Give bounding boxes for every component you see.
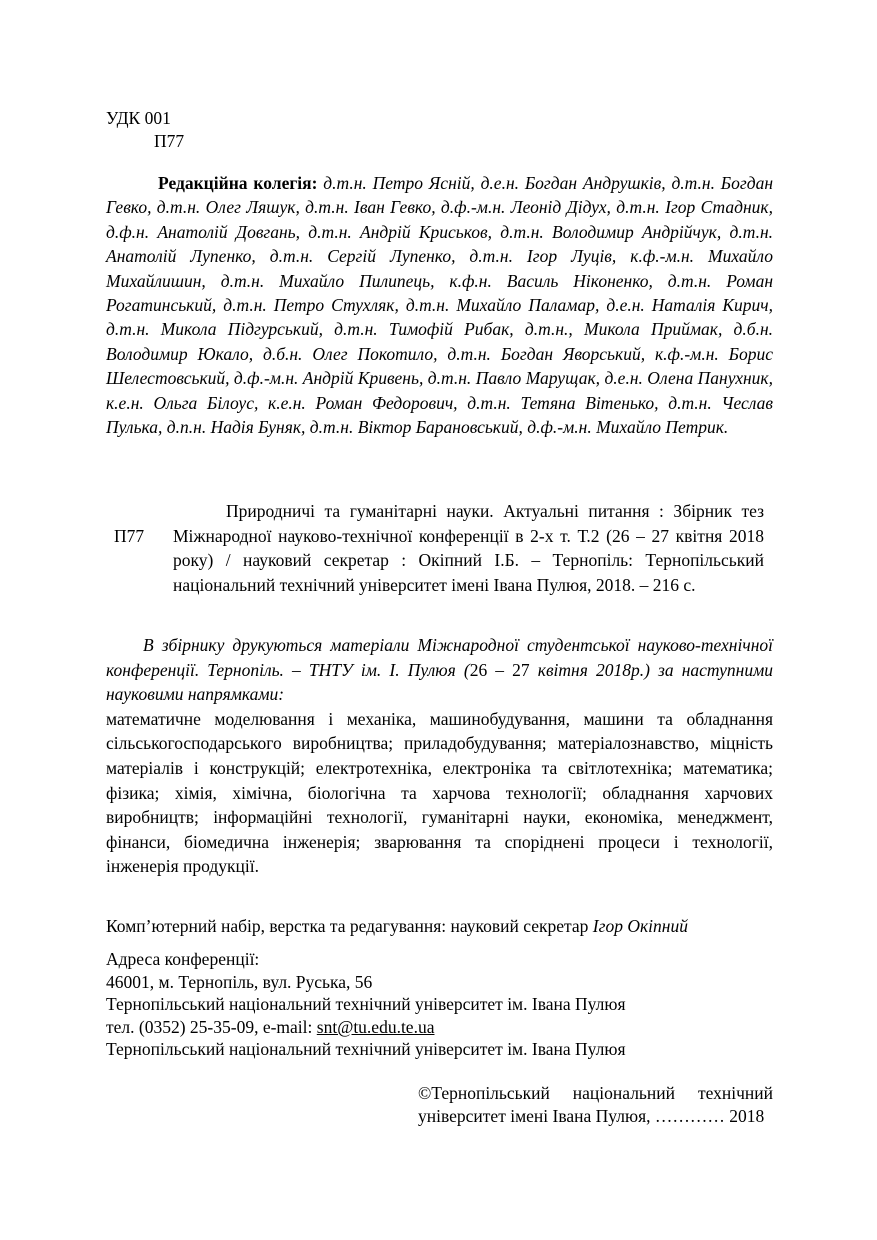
address-phone: тел. (0352) 25-35-09, e-mail: bbox=[106, 1016, 317, 1037]
abstract-topics: математичне моделювання і механіка, машинобудування, машини та обладнання сільськогосподарського виробництва; приладобудування; матеріалознавство, міцність матеріалів і конструкцій; електротехніка, електроніка та світлотехніка; математика; фізика; хімія, хімічна, біологічна та харчова технології; обладнання харчових виробництв; інформаційні технології, гуманітарні науки, економіка, менеджмент, фінанси, біомедична інженерія; зварювання та споріднені процеси і технології, інженерія продукції. bbox=[106, 708, 773, 877]
editorial-board bbox=[106, 171, 773, 439]
editorial-board-members: д.т.н. Петро Ясній, д.е.н. Богдан Андрушків, д.т.н. Богдан Гевко, д.т.н. Олег Ляшук, д.т.н. Іван Гевко, д.ф.-м.н. Леонід Дідух, д.т.н. Ігор Стадник, д.ф.н. Анатолій Довгань, д.т.н. Андрій Криськов, д.т.н. Володимир Андрійчук, д.т.н. Анатолій Лупенко, д.т.н. Сергій Лупенко, д.т.н. Ігор Луців, к.ф.-м.н. Михайло Михайлишин, д.т.н. Михайло Пилипець, к.ф.н. Василь Ніконенко, д.т.н. Роман Рогатинський, д.т.н. Петро Стухляк, д.т.н. Михайло Паламар, д.е.н. Наталія Кирич, д.т.н. Микола Підгурський, д.т.н. Тимофій Рибак, д.т.н., Микола Приймак, д.б.н. Володимир Юкало, д.б.н. Олег Покотило, д.т.н. Богдан Яворський, к.ф.-м.н. Борис Шелестовський, д.ф.-м.н. Андрій Кривень, д.т.н. Павло Марущак, д.е.н. Олена Панухник, к.е.н. Ольга Білоус, к.е.н. Роман Федорович, д.т.н. Тетяна Вітенько, д.т.н. Чеслав Пулька, д.п.н. Надія Буняк, д.т.н. Віктор Барановський, д.ф.-м.н. Михайло Петрик. bbox=[106, 173, 773, 438]
udc-author-mark: П77 bbox=[154, 131, 185, 151]
abstract-intro bbox=[106, 633, 773, 707]
address-street: 46001, м. Тернопіль, вул. Руська, 56 bbox=[106, 971, 373, 992]
copyright-line-2: університет імені Івана Пулюя, ………… 2018 bbox=[418, 1106, 765, 1126]
credit-label: Комп’ютерний набір, верстка та редагування: науковий секретар bbox=[106, 916, 593, 936]
abstract bbox=[106, 633, 773, 879]
credit-name: Ігор Окіпний bbox=[592, 916, 688, 936]
address-heading: Адреса конференції: bbox=[106, 949, 260, 969]
bibliographic-record bbox=[106, 499, 773, 629]
abstract-intro-dates: 26 – 27 bbox=[469, 659, 530, 680]
address-contact bbox=[106, 1016, 626, 1039]
conference-address bbox=[106, 948, 626, 1061]
copyright-line-1: ©Тернопільський національний технічний bbox=[418, 1083, 773, 1103]
bibliographic-description: Природничі та гуманітарні науки. Актуальні питання : Збірник тез Міжнародної науково-технічної конференції в 2-х т. Т.2 (26 – 27 квітня 2018 року) / науковий секретар : Окіпний І.Б. – Тернопіль: Тернопільський національний технічний університет імені Івана Пулюя, 2018. – 216 с. bbox=[173, 501, 764, 595]
editorial-board-heading: Редакційна колегія: bbox=[158, 173, 318, 193]
address-university-2: Тернопільський національний технічний університет ім. Івана Пулюя bbox=[106, 1039, 626, 1060]
abstract-intro-part-c: квітня 2018р.) за наступними науковими напрямками: bbox=[106, 659, 773, 705]
bibliographic-mark: П77 bbox=[114, 526, 145, 546]
email-link[interactable]: snt@tu.edu.te.ua bbox=[316, 1016, 435, 1037]
udc-block bbox=[106, 107, 184, 153]
typesetting-credit bbox=[106, 914, 688, 938]
abstract-intro-part-a: В збірнику друкуються матеріали Міжнародної студентської науково-технічної конференції. Тернопіль. – ТНТУ ім. І. Пулюя ( bbox=[106, 635, 773, 680]
document-page bbox=[106, 0, 773, 1240]
copyright-notice bbox=[418, 1082, 773, 1128]
address-university: Тернопільський національний технічний університет ім. Івана Пулюя bbox=[106, 994, 626, 1015]
udc-code: УДК 001 bbox=[106, 108, 171, 128]
